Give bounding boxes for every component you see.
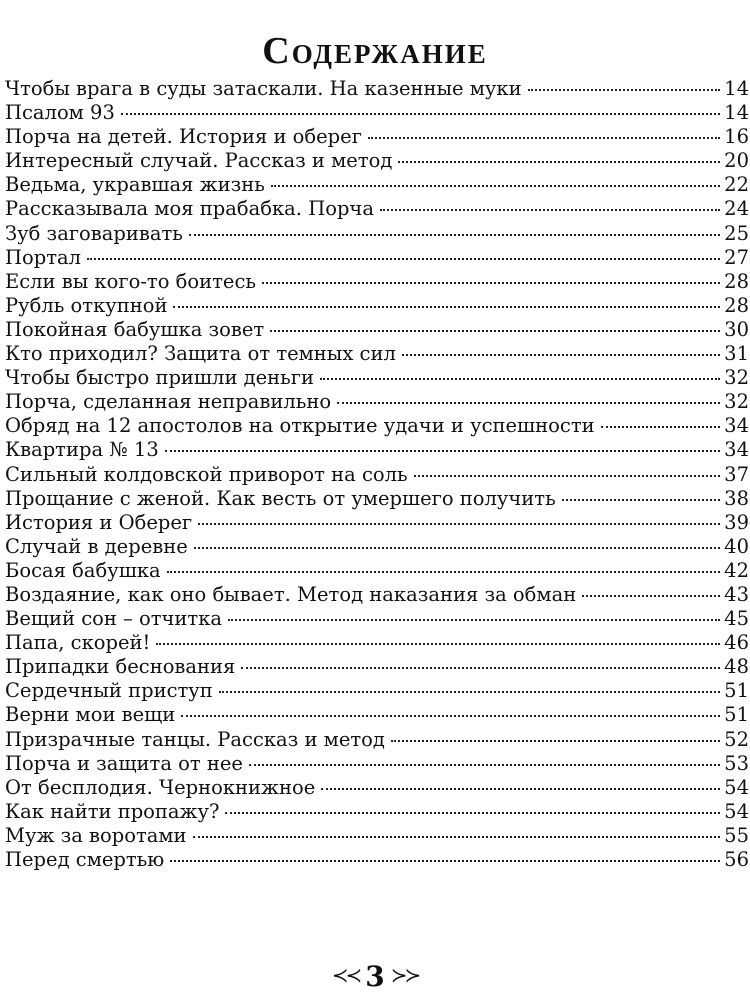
toc-entry	[5, 390, 749, 414]
toc-dot-leader	[271, 185, 720, 187]
toc-entry-page: 54	[724, 775, 749, 799]
toc-entry-title: Покойная бабушка зовет	[5, 317, 265, 341]
toc-entry-title: Чтобы врага в суды затаскали. На казенные муки	[5, 77, 522, 100]
toc-entry-title: Воздаяние, как оно бывает. Метод наказания за обман	[5, 582, 577, 606]
toc-entry-title: Если вы кого-то боитесь	[5, 269, 256, 293]
toc-entry-title: Как найти пропажу?	[5, 799, 220, 823]
toc-entry	[5, 270, 749, 294]
toc-entry	[5, 125, 749, 149]
toc-entry	[5, 607, 749, 631]
toc-entry-page: 30	[724, 317, 749, 341]
toc-dot-leader	[249, 764, 720, 766]
toc-dot-leader	[601, 426, 721, 428]
toc-entry-page: 39	[724, 510, 749, 534]
toc-entry-page: 55	[724, 823, 749, 847]
toc-dot-leader	[528, 89, 721, 91]
toc-entry	[5, 535, 749, 559]
toc-entry-page: 54	[724, 799, 749, 823]
toc-entry-page: 16	[724, 125, 749, 149]
toc-dot-leader	[181, 715, 720, 717]
toc-dot-leader	[193, 836, 721, 838]
ornament-right-icon: ≻≻	[390, 963, 419, 987]
toc-entry-title: Псалом 93	[5, 101, 115, 125]
toc-entry	[5, 222, 749, 246]
toc-dot-leader	[321, 788, 720, 790]
toc-entry-title: Перед смертью	[5, 848, 165, 871]
toc-entry-page: 53	[724, 751, 749, 775]
toc-entry	[5, 752, 749, 776]
toc-entry-title: Порча на детей. История и оберег	[5, 125, 362, 149]
toc-dot-leader	[391, 740, 720, 742]
toc-entry-page: 46	[724, 631, 749, 655]
toc-dot-leader	[225, 812, 720, 814]
toc-entry-page: 31	[724, 342, 749, 366]
toc-entry-page: 51	[724, 703, 749, 727]
toc-entry	[5, 583, 749, 607]
toc-dot-leader	[320, 378, 720, 380]
toc-entry-title: Папа, скорей!	[5, 631, 151, 655]
toc-entry-page: 27	[724, 245, 749, 269]
toc-entry-title: Прощание с женой. Как весть от умершего получить	[5, 486, 556, 510]
toc-entry	[5, 824, 749, 848]
toc-entry-title: Ведьма, укравшая жизнь	[5, 173, 265, 197]
toc-dot-leader	[189, 234, 720, 236]
toc-dot-leader	[368, 137, 720, 139]
toc-entry-title: Интересный случай. Рассказ и метод	[5, 149, 393, 173]
toc-entry-page: 20	[724, 149, 749, 173]
toc-entry-title: Портал	[5, 245, 82, 269]
toc-entry-page: 51	[724, 679, 749, 703]
toc-entry-title: Вещий сон – отчитка	[5, 607, 223, 631]
toc-dot-leader	[173, 306, 720, 308]
toc-dot-leader	[270, 330, 720, 332]
toc-entry-title: Зуб заговаривать	[5, 221, 183, 245]
toc-entry-page: 37	[724, 462, 749, 486]
toc-entry-title: Муж за воротами	[5, 823, 187, 847]
toc-entry	[5, 197, 749, 221]
toc-entry	[5, 776, 749, 800]
toc-entry	[5, 655, 749, 679]
toc-entry-title: От бесплодия. Чернокнижное	[5, 775, 316, 799]
toc-entry	[5, 631, 749, 655]
toc-dot-leader	[241, 667, 720, 669]
toc-entry	[5, 679, 749, 703]
toc-entry-title: Порча, сделанная неправильно	[5, 390, 332, 414]
toc-entry-title: Рассказывала моя прабабка. Порча	[5, 197, 374, 221]
toc-dot-leader	[87, 258, 720, 260]
toc-dot-leader	[562, 499, 720, 501]
toc-entry-title: Сильный колдовской приворот на соль	[5, 462, 408, 486]
toc-entry	[5, 366, 749, 390]
toc-entry	[5, 77, 749, 101]
toc-dot-leader	[121, 113, 720, 115]
toc-entry	[5, 149, 749, 173]
toc-dot-leader	[170, 860, 720, 862]
ornament-left-icon: ≺≺	[331, 963, 360, 987]
toc-entry-title: Рубль откупной	[5, 293, 168, 317]
toc-entry	[5, 728, 749, 752]
toc-entry-page: 22	[724, 173, 749, 197]
toc-entry-title: Случай в деревне	[5, 534, 188, 558]
toc-entry	[5, 414, 749, 438]
toc-entry	[5, 848, 749, 872]
toc-entry-title: Порча и защита от нее	[5, 751, 243, 775]
toc-entry-title: Кто приходил? Защита от темных сил	[5, 342, 396, 366]
toc-entry-page: 34	[724, 414, 749, 438]
toc-entry-page: 43	[724, 582, 749, 606]
toc-dot-leader	[198, 523, 720, 525]
page-number-value: 3	[365, 960, 385, 993]
toc-entry-page: 28	[724, 293, 749, 317]
toc-dot-leader	[165, 450, 720, 452]
toc-entry-title: Квартира № 13	[5, 438, 159, 462]
toc-dot-leader	[167, 571, 721, 573]
toc-dot-leader	[398, 161, 720, 163]
toc-entry-page: 32	[724, 390, 749, 414]
toc-entry	[5, 463, 749, 487]
toc-dot-leader	[414, 475, 721, 477]
toc-entry-title: Босая бабушка	[5, 558, 161, 582]
toc-entry-page: 14	[724, 77, 749, 100]
toc-entry-title: Сердечный приступ	[5, 679, 213, 703]
toc-dot-leader	[262, 282, 720, 284]
toc-entry	[5, 511, 749, 535]
toc-dot-leader	[380, 209, 720, 211]
toc-dot-leader	[156, 643, 720, 645]
toc-entry-title: История и Оберег	[5, 510, 193, 534]
toc-entry	[5, 173, 749, 197]
toc-entry-page: 42	[724, 558, 749, 582]
toc-dot-leader	[228, 619, 720, 621]
toc-entry-page: 48	[724, 655, 749, 679]
toc-entry-page: 45	[724, 607, 749, 631]
toc-dot-leader	[582, 595, 720, 597]
toc-entry	[5, 800, 749, 824]
toc-entry-title: Призрачные танцы. Рассказ и метод	[5, 727, 385, 751]
toc-entry	[5, 294, 749, 318]
toc-entry-page: 14	[724, 101, 749, 125]
toc-entry-page: 28	[724, 269, 749, 293]
toc-dot-leader	[194, 547, 720, 549]
toc-entry-page: 25	[724, 221, 749, 245]
toc-dot-leader	[337, 402, 720, 404]
toc-dot-leader	[402, 354, 720, 356]
toc-entry-page: 34	[724, 438, 749, 462]
toc-entry	[5, 703, 749, 727]
toc-entry-title: Обряд на 12 апостолов на открытие удачи и успешности	[5, 414, 595, 438]
toc-entry-page: 38	[724, 486, 749, 510]
toc-entry-page: 40	[724, 534, 749, 558]
toc-entry	[5, 438, 749, 462]
toc-entry-title: Припадки беснования	[5, 655, 236, 679]
toc-entry	[5, 246, 749, 270]
toc-entry	[5, 487, 749, 511]
toc-entry	[5, 559, 749, 583]
toc-entry	[5, 101, 749, 125]
table-of-contents	[5, 77, 749, 872]
toc-entry	[5, 342, 749, 366]
toc-entry	[5, 318, 749, 342]
page-number	[0, 958, 750, 994]
toc-entry-page: 52	[724, 727, 749, 751]
page-title: Содержание	[262, 30, 488, 73]
toc-entry-title: Чтобы быстро пришли деньги	[5, 366, 315, 390]
toc-entry-page: 32	[724, 366, 749, 390]
toc-entry-page: 56	[724, 848, 749, 871]
toc-entry-title: Верни мои вещи	[5, 703, 176, 727]
toc-dot-leader	[219, 691, 720, 693]
toc-entry-page: 24	[724, 197, 749, 221]
